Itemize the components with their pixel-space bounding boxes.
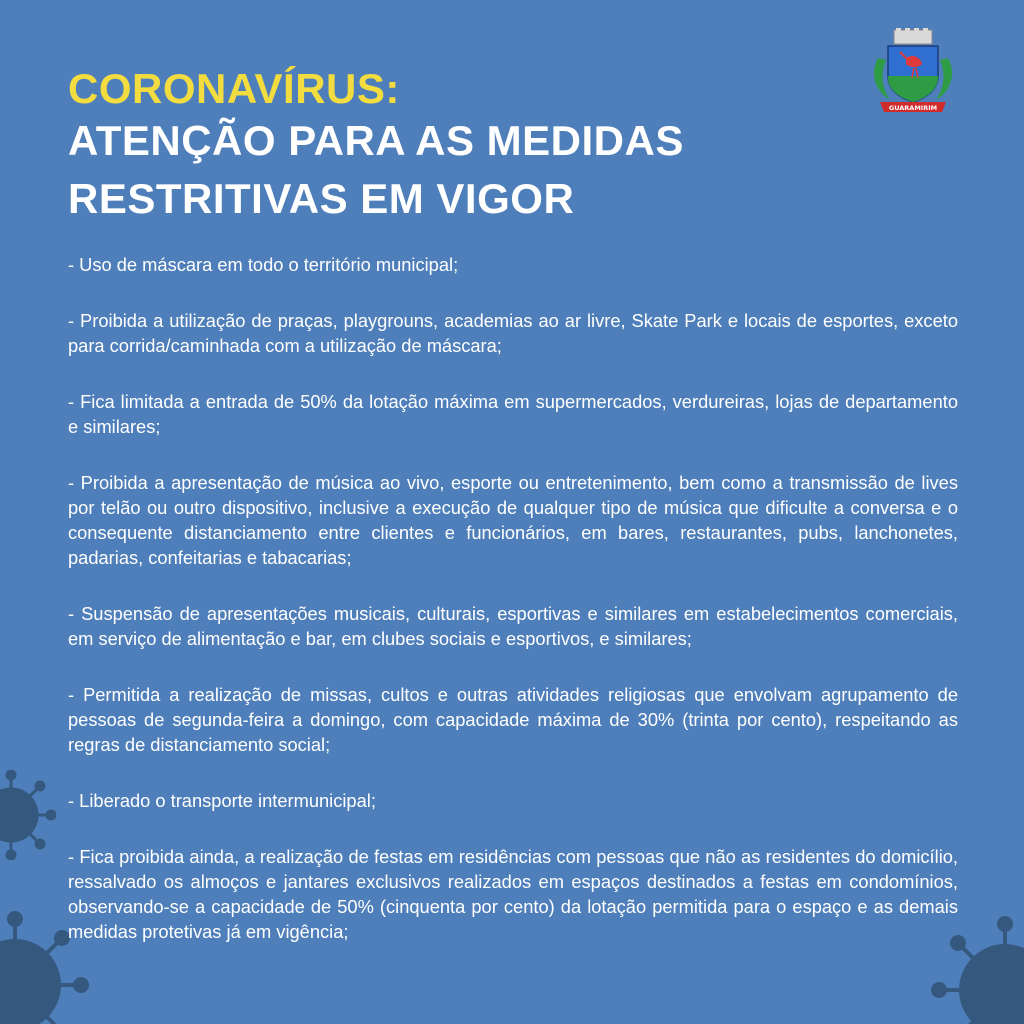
measure-item: - Fica limitada a entrada de 50% da lotação máxima em supermercados, verdureiras, lojas de departamento e similares;	[68, 391, 958, 437]
measure-item: - Permitida a realização de missas, cultos e outras atividades religiosas que envolvam agrupamento de pessoas de segunda-feira a domingo, com capacidade máxima de 30% (trinta por cento), respeitando as regras de distanciamento social;	[68, 684, 958, 755]
headline-line-2: ATENÇÃO PARA AS MEDIDAS	[68, 117, 684, 164]
measure-item: - Proibida a apresentação de música ao vivo, esporte ou entretenimento, bem como a transmissão de lives por telão ou outro dispositivo, inclusive a execução de qualquer tipo de música que dificulte a conversa e o consequente distanciamento entre clientes e funcionários, em bares, restaurantes, pubs, lanchonetes, padarias, confeitarias e tabacarias;	[68, 472, 958, 568]
measure-item: - Suspensão de apresentações musicais, culturais, esportivas e similares em estabelecimentos comerciais, em serviço de alimentação e bar, em clubes sociais e esportivos, e similares;	[68, 603, 958, 649]
coat-of-arms-icon	[868, 28, 958, 114]
headline-accent: CORONAVÍRUS:	[68, 65, 400, 112]
crest-ribbon-text: GUARAMIRIM	[888, 104, 938, 112]
measures-list	[68, 252, 958, 975]
headline	[68, 66, 828, 228]
headline-line-3: RESTRITIVAS EM VIGOR	[68, 175, 575, 222]
measure-item: - Proibida a utilização de praças, playgrouns, academias ao ar livre, Skate Park e locais de esportes, exceto para corrida/caminhada com a utilização de máscara;	[68, 310, 958, 356]
virus-icon	[0, 770, 56, 860]
measure-item: - Fica proibida ainda, a realização de festas em residências com pessoas que não as residentes do domicílio, ressalvado os almoços e jantares exclusivos realizados em espaços destinados a festas em condomínios, observando-se a capacidade de 50% (cinquenta por cento) da lotação permitida para o espaço e as demais medidas protetivas já em vigência;	[68, 846, 958, 942]
measure-item: - Liberado o transporte intermunicipal;	[68, 790, 376, 811]
measure-item: - Uso de máscara em todo o território municipal;	[68, 254, 459, 275]
